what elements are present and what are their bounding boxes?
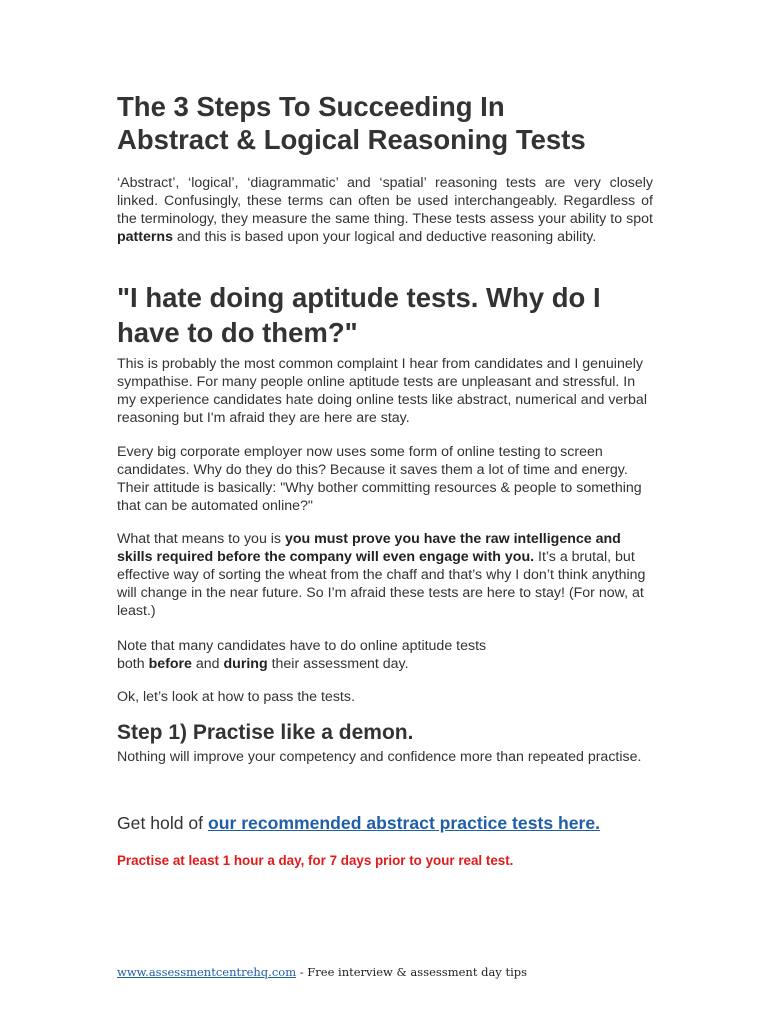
intro-bold-patterns: patterns: [117, 229, 173, 245]
note-line-1: Note that many candidates have to do online aptitude tests: [117, 638, 487, 654]
employer-paragraph: Every big corporate employer now uses some form of online testing to screen candidates. Why do they do this? Because it saves them a lot of time and energy. Their attitude is basically: "Why bother committing resources & people to something that can be automated online?": [117, 444, 642, 514]
quote-heading-line-1: "I hate doing aptitude tests. Why do I: [117, 282, 601, 313]
note-text-3: their assessment day.: [267, 656, 409, 672]
note-bold-before: before: [148, 656, 192, 672]
practice-tests-link[interactable]: our recommended abstract practice tests here.: [207, 813, 601, 833]
intro-text-1: ‘Abstract’, ‘logical’, ‘diagrammatic’ and ‘spatial’ reasoning tests are very closely linked. Confusingly, these terms can often be used interchangeably. Regardless of the terminology, they measure the same thing. These tests assess your ability to spot: [117, 175, 653, 227]
intro-paragraph: [117, 174, 653, 246]
note-text-2: and: [191, 656, 224, 672]
meaning-text-2: It’s a brutal, but effective way of sorting the wheat from the chaff and that’s why I don’t think anything will change in the near future. So I’m afraid these tests are here to stay! (For now, at least.): [117, 549, 646, 619]
transition-paragraph: Ok, let’s look at how to pass the tests.: [117, 689, 355, 705]
note-text-1: both: [117, 656, 149, 672]
document-title: [117, 90, 657, 156]
document-page: [117, 0, 655, 1024]
meaning-bold-text: you must prove you have the raw intelligence and skills required before the company will even engage with you.: [117, 531, 621, 565]
practise-note: Practise at least 1 hour a day, for 7 days prior to your real test.: [117, 853, 514, 868]
step-1-text: Nothing will improve your competency and confidence more than repeated practise.: [117, 749, 642, 765]
get-hold-prefix: Get hold of: [117, 813, 208, 833]
step-1-heading: Step 1) Practise like a demon.: [117, 721, 414, 744]
quote-heading: [117, 280, 657, 350]
footer-tagline: - Free interview & assessment day tips: [296, 965, 528, 979]
complaint-paragraph: This is probably the most common complaint I hear from candidates and I genuinely sympathise. For many people online aptitude tests are unpleasant and stressful. In my experience candidates hate doing online tests like abstract, numerical and verbal reasoning but I'm afraid they are here are stay.: [117, 356, 647, 426]
document-title-line-2: Abstract & Logical Reasoning Tests: [117, 124, 586, 155]
meaning-text-1: What that means to you is: [117, 531, 285, 547]
note-bold-during: during: [223, 656, 268, 672]
intro-text-2: and this is based upon your logical and deductive reasoning ability.: [172, 229, 597, 245]
footer-website-link[interactable]: www.assessmentcentrehq.com: [117, 965, 297, 979]
document-title-line-1: The 3 Steps To Succeeding In: [117, 91, 505, 122]
note-paragraph: [117, 637, 657, 673]
get-hold-line: [117, 812, 677, 834]
meaning-paragraph: [117, 530, 657, 620]
page-footer: [117, 964, 657, 980]
quote-heading-line-2: have to do them?": [117, 317, 358, 348]
